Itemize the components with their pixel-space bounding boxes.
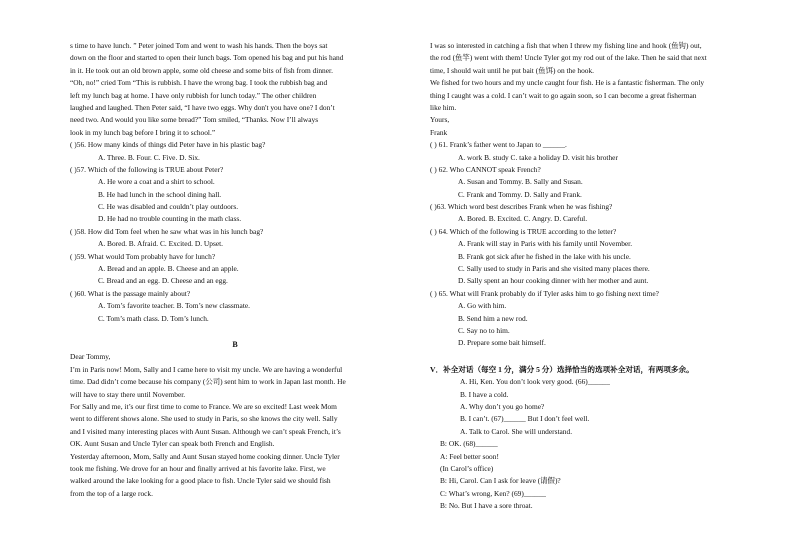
passage-line: laughed and laughed. Then Peter said, “I have two eggs. Why don't you have one? I don’t [70,102,335,112]
question-option: D. Prepare some bait himself. [458,338,546,348]
letter-part-1 [70,351,400,500]
question-option: D. Sally spent an hour cooking dinner with her mother and aunt. [458,276,649,286]
question-stem: ( ) 64. Which of the following is TRUE according to the letter? [430,226,617,236]
passage-line: “Oh, no!” cried Tom “This is rubbish. I have the wrong bag. I took the rubbish bag and [70,78,328,88]
question-65 [430,288,760,350]
dialogue-line: A. Why don’t you go home? [460,401,545,411]
dialogue-line: B: Hi, Carol. Can I ask for leave (请假)? [440,476,561,486]
question-option: B. He had lunch in the school dining hall. [98,189,222,199]
letter-line: We fished for two hours and my uncle caught four fish. He is a fantastic fisherman. The only [430,78,705,88]
question-option: A. Three. B. Four. C. Five. D. Six. [98,152,200,162]
question-59 [70,251,400,288]
question-option: A. work B. study C. take a holiday D. visit his brother [458,152,618,162]
letter-line: Dear Tommy, [70,352,111,362]
question-option: A. Susan and Tommy. B. Sally and Susan. [458,177,583,187]
question-63 [430,201,760,226]
question-stem: ( ) 61. Frank’s father went to Japan to ______. [430,140,567,150]
letter-line: Frank [430,127,448,137]
dialogue-line: (In Carol’s office) [440,463,494,473]
dialogue-line: B. I have a cold. [460,389,509,399]
letter-line: time. Dad didn’t come because his company (公司) sent him to work in Japan last month. He [70,377,346,387]
left-column [70,40,400,500]
letter-line: For Sally and me, it’s our first time to come to France. We are so excited! Last week Mom [70,401,337,411]
letter-line: OK. Aunt Susan and Uncle Tyler can speak both French and English. [70,439,275,449]
passage-line: in it. He took out an old brown apple, some old cheese and some bits of fish from dinner. [70,65,333,75]
spacer [430,350,760,364]
question-64 [430,226,760,288]
letter-part-2 [430,40,760,139]
letter-line: thing I caught was a cold. I can’t wait to go again soon, so I can become a great fisherman [430,90,697,100]
passage-line: left my lunch bag at home. I have only rubbish for lunch today.” The other children [70,90,317,100]
letter-line: the rod (鱼竿) went with them! Uncle Tyler got my rod out of the lake. Then he said that next [430,53,707,63]
dialogue-line: A. Talk to Carol. She will understand. [460,426,573,436]
letter-line: will have to stay there until November. [70,389,186,399]
right-column [430,40,760,512]
question-option: B. Send him a new rod. [458,313,528,323]
question-option: A. Tom’s favorite teacher. B. Tom’s new classmate. [98,301,251,311]
question-stem: ( )59. What would Tom probably have for lunch? [70,251,216,261]
letter-line: Yesterday afternoon, Mom, Sally and Aunt Susan stayed home cooking dinner. Uncle Tyler [70,451,340,461]
question-option: A. Frank will stay in Paris with his family until November. [458,239,633,249]
dialogue-line: B: OK. (68)______ [440,439,498,449]
question-option: D. He had no trouble counting in the math class. [98,214,242,224]
section-b-heading: B [232,339,238,349]
dialogue [430,376,760,512]
question-option: A. He wore a coat and a shirt to school. [98,177,215,187]
letter-line: went to different shows alone. She used to study in Paris, so she knows the city well. Sally [70,414,338,424]
letter-line: walked around the lake looking for a good place to fish. Uncle Tyler said we should fish [70,476,331,486]
spacer [70,325,400,333]
passage-line: need two. And would you like some bread?” Tom smiled, “Thanks. Now I’ll always [70,115,319,125]
passage-line: down on the floor and started to open their lunch bags. Tom opened his bag and put his hand [70,53,344,63]
dialogue-line: B. I can’t. (67)______ But I don’t feel well. [460,414,590,424]
letter-line: I’m in Paris now! Mom, Sally and I came here to visit my uncle. We are having a wonderful [70,364,343,374]
question-60 [70,288,400,325]
question-56 [70,139,400,164]
question-option: C. He was disabled and couldn’t play outdoors. [98,202,239,212]
dialogue-line: A. Hi, Ken. You don’t look very good. (66)______ [460,377,610,387]
question-option: A. Bored. B. Afraid. C. Excited. D. Upset. [98,239,224,249]
question-stem: ( ) 65. What will Frank probably do if Tyler asks him to go fishing next time? [430,288,659,298]
letter-line: from the top of a large rock. [70,488,153,498]
letter-line: I was so interested in catching a fish that when I threw my fishing line and hook (鱼钩) out, [430,41,702,50]
letter-line: time, I should wait until he put bait (鱼饵) on the hook. [430,65,595,75]
passage-line: s time to have lunch. ” Peter joined Tom and went to wash his hands. Then the boys sat [70,41,328,50]
letter-line: took me fishing. We drove for an hour and finally arrived at his favorite lake. First, we [70,463,326,473]
passage-a-tail [70,40,400,139]
question-option: C. Tom’s math class. D. Tom’s lunch. [98,313,209,323]
passage-line: look in my lunch bag before I bring it to school.” [70,127,216,137]
dialogue-line: A: Feel better soon! [440,451,499,461]
question-option: C. Say no to him. [458,325,510,335]
question-stem: ( )58. How did Tom feel when he saw what was in his lunch bag? [70,226,264,236]
letter-line: like him. [430,102,457,112]
question-option: C. Sally used to study in Paris and she visited many places there. [458,264,650,274]
question-option: C. Bread and an egg. D. Cheese and an egg. [98,276,228,286]
dialogue-line: C: What’s wrong, Ken? (69)______ [440,488,546,498]
question-stem: ( )63. Which word best describes Frank when he was fishing? [430,202,613,212]
question-option: B. Frank got sick after he fished in the lake with his uncle. [458,251,631,261]
letter-line: and I visited many interesting places with Aunt Susan. Although we can’t speak French, it’s [70,426,341,436]
question-62 [430,164,760,201]
dialogue-line: B: No. But I have a sore throat. [440,501,533,511]
question-stem: ( )60. What is the passage mainly about? [70,288,191,298]
question-57 [70,164,400,226]
question-option: A. Bread and an apple. B. Cheese and an apple. [98,264,239,274]
question-stem: ( ) 62. Who CANNOT speak French? [430,164,541,174]
question-option: C. Frank and Tommy. D. Sally and Frank. [458,189,582,199]
question-stem: ( )56. How many kinds of things did Peter have in his plastic bag? [70,140,266,150]
letter-line: Yours, [430,115,450,125]
question-stem: ( )57. Which of the following is TRUE about Peter? [70,164,224,174]
question-58 [70,226,400,251]
section-v-title: V．补全对话（每空 1 分，满分 5 分）选择恰当的选项补全对话，有两项多余。 [430,364,694,374]
question-option: A. Go with him. [458,301,507,311]
question-option: A. Bored. B. Excited. C. Angry. D. Careful. [458,214,588,224]
question-61 [430,139,760,164]
